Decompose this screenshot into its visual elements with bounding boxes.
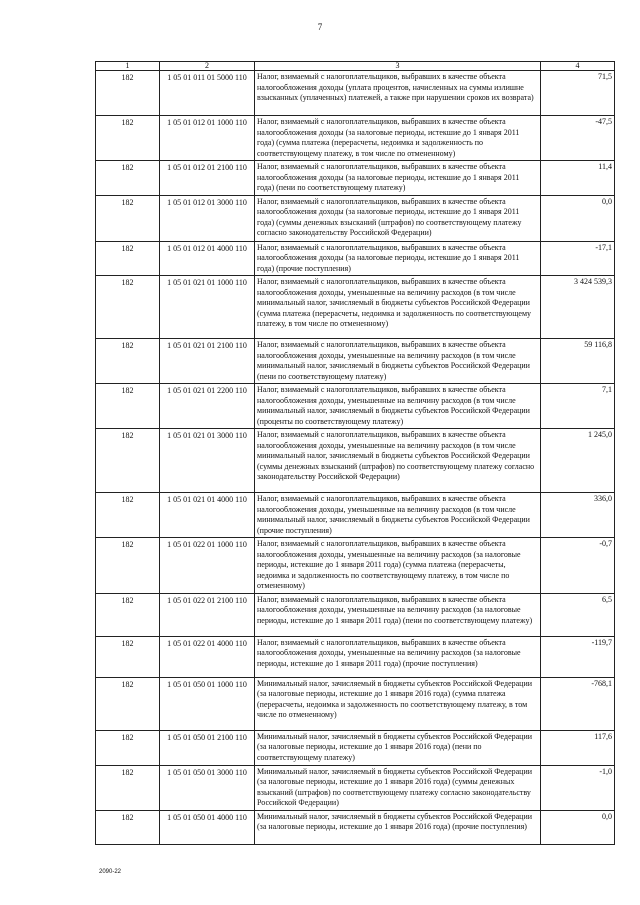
kbk-cell: 1 05 01 050 01 3000 110: [160, 765, 255, 810]
admin-code-cell: 182: [96, 538, 160, 594]
kbk-cell: 1 05 01 050 01 4000 110: [160, 810, 255, 844]
description-cell: Налог, взимаемый с налогоплательщиков, выбравших в качестве объекта налогообложения доходы (уплата процентов, начисленных на суммы излишне взысканных (уплаченных) платежей, а также при нарушении сроков их возврата): [255, 71, 541, 116]
column-header: 2: [160, 62, 255, 71]
admin-code-cell: 182: [96, 730, 160, 765]
admin-code-cell: 182: [96, 429, 160, 493]
kbk-cell: 1 05 01 021 01 3000 110: [160, 429, 255, 493]
table-row: [96, 241, 615, 276]
table-row: [96, 493, 615, 538]
admin-code-cell: 182: [96, 810, 160, 844]
admin-code-cell: 182: [96, 493, 160, 538]
table-row: [96, 339, 615, 384]
amount-cell: -47,5: [541, 116, 615, 161]
table-row: [96, 810, 615, 844]
admin-code-cell: 182: [96, 677, 160, 730]
document-code: 2090-22: [99, 869, 122, 875]
description-cell: Налог, взимаемый с налогоплательщиков, выбравших в качестве объекта налогообложения доходы, уменьшенные на величину расходов (в том числе минимальный налог, зачисляемый в бюджеты субъектов Российской Федерации (сумма платежа (перерасчеты, недоимка и задолженность по соответствующему платежу, в том числе по отмененному): [255, 276, 541, 339]
amount-cell: -768,1: [541, 677, 615, 730]
description-cell: Налог, взимаемый с налогоплательщиков, выбравших в качестве объекта налогообложения доходы (за налоговые периоды, истекшие до 1 января 2011 года) (суммы денежных взысканий (штрафов) по соответствующему платежу согласно законодательству Российской Федерации): [255, 195, 541, 241]
kbk-cell: 1 05 01 021 01 4000 110: [160, 493, 255, 538]
table-row: [96, 765, 615, 810]
admin-code-cell: 182: [96, 384, 160, 429]
table-row: [96, 195, 615, 241]
admin-code-cell: 182: [96, 765, 160, 810]
kbk-cell: 1 05 01 012 01 4000 110: [160, 241, 255, 276]
amount-cell: 7,1: [541, 384, 615, 429]
amount-cell: 336,0: [541, 493, 615, 538]
table-row: [96, 116, 615, 161]
kbk-cell: 1 05 01 021 01 2100 110: [160, 339, 255, 384]
kbk-cell: 1 05 01 021 01 2200 110: [160, 384, 255, 429]
description-cell: Налог, взимаемый с налогоплательщиков, выбравших в качестве объекта налогообложения доходы, уменьшенные на величину расходов (в том числе минимальный налог, зачисляемый в бюджеты субъектов Российской Федерации (пени по соответствующему платежу): [255, 339, 541, 384]
description-cell: Налог, взимаемый с налогоплательщиков, выбравших в качестве объекта налогообложения доходы, уменьшенные на величину расходов (за налоговые периоды, истекшие до 1 января 2011 года) (прочие поступления): [255, 636, 541, 677]
amount-cell: -0,7: [541, 538, 615, 594]
table-row: [96, 538, 615, 594]
description-cell: Налог, взимаемый с налогоплательщиков, выбравших в качестве объекта налогообложения доходы, уменьшенные на величину расходов (в том числе минимальный налог, зачисляемый в бюджеты субъектов Российской Федерации (проценты по соответствующему платежу): [255, 384, 541, 429]
table-row: [96, 276, 615, 339]
amount-cell: 0,0: [541, 195, 615, 241]
admin-code-cell: 182: [96, 636, 160, 677]
amount-cell: 0,0: [541, 810, 615, 844]
kbk-cell: 1 05 01 011 01 5000 110: [160, 71, 255, 116]
description-cell: Налог, взимаемый с налогоплательщиков, выбравших в качестве объекта налогообложения доходы (за налоговые периоды, истекшие до 1 января 2011 года) (прочие поступления): [255, 241, 541, 276]
description-cell: Налог, взимаемый с налогоплательщиков, выбравших в качестве объекта налогообложения доходы (за налоговые периоды, истекшие до 1 января 2011 года) (пени по соответствующему платежу): [255, 161, 541, 196]
table-header-row: [96, 62, 615, 71]
column-header: 4: [541, 62, 615, 71]
amount-cell: 3 424 539,3: [541, 276, 615, 339]
kbk-cell: 1 05 01 022 01 4000 110: [160, 636, 255, 677]
kbk-cell: 1 05 01 022 01 2100 110: [160, 593, 255, 636]
description-cell: Минимальный налог, зачисляемый в бюджеты субъектов Российской Федерации (за налоговые периоды, истекшие до 1 января 2016 года) (пени по соответствующему платежу): [255, 730, 541, 765]
table-row: [96, 593, 615, 636]
admin-code-cell: 182: [96, 71, 160, 116]
amount-cell: -1,0: [541, 765, 615, 810]
column-header: 1: [96, 62, 160, 71]
page-number: 7: [317, 22, 323, 32]
amount-cell: -17,1: [541, 241, 615, 276]
amount-cell: 117,6: [541, 730, 615, 765]
table-row: [96, 636, 615, 677]
kbk-cell: 1 05 01 012 01 1000 110: [160, 116, 255, 161]
description-cell: Налог, взимаемый с налогоплательщиков, выбравших в качестве объекта налогообложения доходы, уменьшенные на величину расходов (за налоговые периоды, истекшие до 1 января 2011 года) (сумма платежа (перерасчеты, недоимка и задолженность по соответствующему платежу, в том числе по отмененному): [255, 538, 541, 594]
description-cell: Налог, взимаемый с налогоплательщиков, выбравших в качестве объекта налогообложения доходы, уменьшенные на величину расходов (за налоговые периоды, истекшие до 1 января 2011 года) (пени по соответствующему платежу): [255, 593, 541, 636]
description-cell: Налог, взимаемый с налогоплательщиков, выбравших в качестве объекта налогообложения доходы, уменьшенные на величину расходов (в том числе минимальный налог, зачисляемый в бюджеты субъектов Российской Федерации (прочие поступления): [255, 493, 541, 538]
column-header: 3: [255, 62, 541, 71]
amount-cell: 6,5: [541, 593, 615, 636]
kbk-cell: 1 05 01 021 01 1000 110: [160, 276, 255, 339]
amount-cell: -119,7: [541, 636, 615, 677]
admin-code-cell: 182: [96, 195, 160, 241]
table-row: [96, 384, 615, 429]
table-row: [96, 71, 615, 116]
table-row: [96, 730, 615, 765]
amount-cell: 59 116,8: [541, 339, 615, 384]
admin-code-cell: 182: [96, 339, 160, 384]
admin-code-cell: 182: [96, 276, 160, 339]
table-row: [96, 161, 615, 196]
table-row: [96, 677, 615, 730]
admin-code-cell: 182: [96, 161, 160, 196]
amount-cell: 11,4: [541, 161, 615, 196]
description-cell: Минимальный налог, зачисляемый в бюджеты субъектов Российской Федерации (за налоговые периоды, истекшие до 1 января 2016 года) (суммы денежных взысканий (штрафов) по соответствующему платежу согласно законодательству Российской Федерации): [255, 765, 541, 810]
kbk-cell: 1 05 01 012 01 2100 110: [160, 161, 255, 196]
description-cell: Налог, взимаемый с налогоплательщиков, выбравших в качестве объекта налогообложения доходы (за налоговые периоды, истекшие до 1 января 2011 года) (сумма платежа (перерасчеты, недоимка и задолженность по соответствующему платежу, в том числе по отмененному): [255, 116, 541, 161]
description-cell: Налог, взимаемый с налогоплательщиков, выбравших в качестве объекта налогообложения доходы, уменьшенные на величину расходов (в том числе минимальный налог, зачисляемый в бюджеты субъектов Российской Федерации (суммы денежных взысканий (штрафов) по соответствующему платежу согласно законодательству Российской Федерации): [255, 429, 541, 493]
amount-cell: 71,5: [541, 71, 615, 116]
description-cell: Минимальный налог, зачисляемый в бюджеты субъектов Российской Федерации (за налоговые периоды, истекшие до 1 января 2016 года) (сумма платежа (перерасчеты, недоимка и задолженность по соответствующему платежу, в том числе по отмененному): [255, 677, 541, 730]
admin-code-cell: 182: [96, 241, 160, 276]
kbk-cell: 1 05 01 050 01 1000 110: [160, 677, 255, 730]
admin-code-cell: 182: [96, 593, 160, 636]
admin-code-cell: 182: [96, 116, 160, 161]
amount-cell: 1 245,0: [541, 429, 615, 493]
kbk-cell: 1 05 01 050 01 2100 110: [160, 730, 255, 765]
revenue-table: [95, 61, 615, 845]
description-cell: Минимальный налог, зачисляемый в бюджеты субъектов Российской Федерации (за налоговые периоды, истекшие до 1 января 2016 года) (прочие поступления): [255, 810, 541, 844]
table-row: [96, 429, 615, 493]
kbk-cell: 1 05 01 012 01 3000 110: [160, 195, 255, 241]
kbk-cell: 1 05 01 022 01 1000 110: [160, 538, 255, 594]
